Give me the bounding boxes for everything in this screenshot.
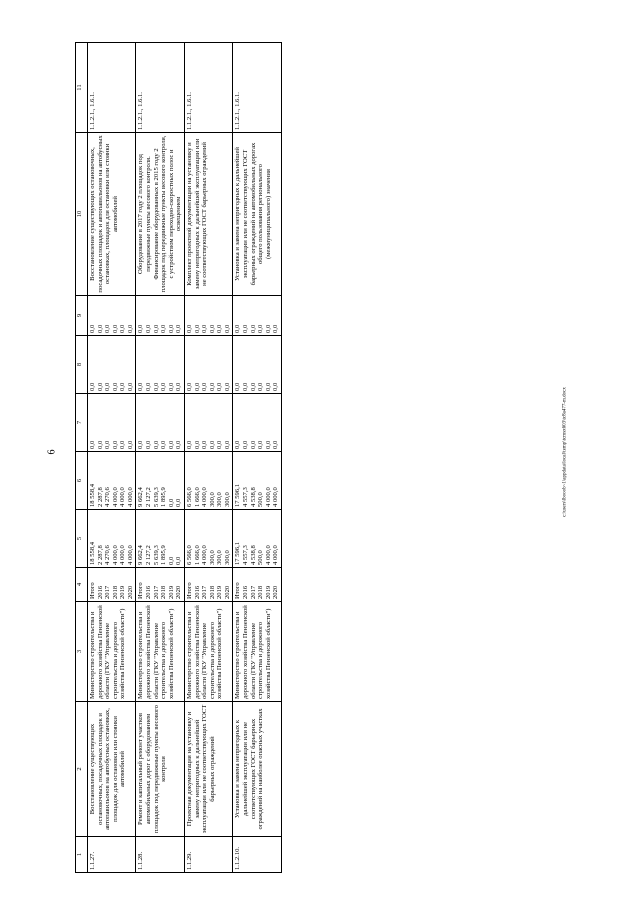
c7-value: 0,0: [111, 440, 119, 449]
c6-value: 4 000,0: [264, 487, 272, 507]
measure-name: Ремонт и капитальный ремонт участков автомобильных дорог с оборудованием площадок под передвижные пункты весового контроля: [136, 702, 184, 837]
program-table: [75, 42, 282, 873]
c6-value: 0,0: [175, 498, 183, 507]
c5-value: 300,0: [223, 550, 231, 565]
c8-value: 0,0: [185, 382, 193, 391]
footer-file-path: c:\users\lbooob~1\appdata\local\temp\tcmsx603\tc8a477-m.docx: [562, 387, 568, 517]
c5-value: 6 566,0: [185, 545, 193, 565]
column-number: 9: [76, 296, 88, 336]
c7-value: 0,0: [272, 440, 280, 449]
c7-value: 0,0: [160, 440, 168, 449]
c7-value: 0,0: [96, 440, 104, 449]
expected-result: Комплект проектной документации на установку и замену непригодных к дальнейшей эксплуатации или не соответствующих ГОСТ барьерных ограждений: [184, 133, 232, 296]
executor: Министерство строительства и дорожного хозяйства Пензенской области (ГКУ "Управление строительства и дорожного хозяйства Пензенской области"): [136, 602, 184, 702]
c5-value: 4 557,3: [241, 545, 249, 565]
years-value: Итого: [234, 582, 242, 599]
c6-value: 300,0: [223, 492, 231, 507]
c9-value: 0,0: [104, 324, 112, 333]
c7-value: 0,0: [223, 440, 231, 449]
c9-value: 0,0: [208, 324, 216, 333]
c7-value: 0,0: [126, 440, 134, 449]
c8-value: 0,0: [145, 382, 153, 391]
c6-value: 9 662,4: [137, 487, 145, 507]
years-value: 2019: [216, 585, 224, 599]
years-value: 2016: [96, 585, 104, 599]
column-number: 6: [76, 452, 88, 510]
c9-value: 0,0: [160, 324, 168, 333]
c8-value: 0,0: [175, 382, 183, 391]
years-value: 2020: [126, 585, 134, 599]
c6-value: 18 558,4: [89, 483, 96, 507]
document-sheet: [75, 43, 555, 873]
c8-value: 0,0: [152, 382, 160, 391]
c5-value: 17 596,1: [234, 541, 242, 565]
c5-value: 2 287,8: [96, 545, 104, 565]
c7-value: 0,0: [185, 440, 193, 449]
c9-value: 0,0: [175, 324, 183, 333]
c6-value: 5 639,3: [152, 487, 160, 507]
c7-value: 0,0: [145, 440, 153, 449]
c6-value: 4 000,0: [111, 487, 119, 507]
executor: Министерство строительства и дорожного хозяйства Пензенской области (ГКУ "Управление строительства и дорожного хозяйства Пензенской области"): [184, 602, 232, 702]
measure-name: Проектная документация на установку и замену непригодных к дальнейшей эксплуатации или не соответствующих ГОСТ барьерных ограждений: [184, 702, 232, 837]
column-number: 4: [76, 568, 88, 602]
column-number: 1: [76, 837, 88, 873]
row-id: 1.1.28.: [136, 837, 184, 873]
years-value: 2020: [272, 585, 280, 599]
value-list-c9: [184, 296, 232, 336]
value-list-c5: [233, 510, 281, 568]
table-row: [233, 43, 281, 873]
c9-value: 0,0: [126, 324, 134, 333]
c8-value: 0,0: [111, 382, 119, 391]
c7-value: 0,0: [104, 440, 112, 449]
c8-value: 0,0: [216, 382, 224, 391]
c6-value: 4 538,8: [249, 487, 257, 507]
table-row: [184, 43, 232, 873]
c7-value: 0,0: [208, 440, 216, 449]
c6-value: 0,0: [167, 498, 175, 507]
c8-value: 0,0: [137, 382, 145, 391]
c7-value: 0,0: [137, 440, 145, 449]
c9-value: 0,0: [264, 324, 272, 333]
c9-value: 0,0: [257, 324, 265, 333]
c5-value: 4 000,0: [272, 545, 280, 565]
c8-value: 0,0: [104, 382, 112, 391]
years-value: 2019: [167, 585, 175, 599]
expected-result: Установка и замена непригодных к дальнейшей эксплуатации или не соответствующих ГОСТ барьерных ограждений на автомобильных дорогах общего пользования регионального (межмуниципального) значения: [233, 133, 281, 296]
row-id: 1.1.27.: [88, 837, 136, 873]
years-value: 2017: [104, 585, 112, 599]
c6-value: 2 127,2: [145, 487, 153, 507]
c7-value: 0,0: [119, 440, 127, 449]
c5-value: 4 000,0: [126, 545, 134, 565]
c7-value: 0,0: [167, 440, 175, 449]
c9-value: 0,0: [241, 324, 249, 333]
value-list-c8: [136, 336, 184, 394]
c9-value: 0,0: [167, 324, 175, 333]
c7-value: 0,0: [89, 440, 96, 449]
c5-value: 4 000,0: [201, 545, 209, 565]
value-list-years: [233, 568, 281, 602]
c5-value: 2 127,2: [145, 545, 153, 565]
c7-value: 0,0: [249, 440, 257, 449]
column-number: 5: [76, 510, 88, 568]
c6-value: 1 895,9: [160, 487, 168, 507]
executor: Министерство строительства и дорожного хозяйства Пензенской области (ГКУ "Управление строительства и дорожного хозяйства Пензенской области"): [233, 602, 281, 702]
years-value: 2018: [111, 585, 119, 599]
c8-value: 0,0: [264, 382, 272, 391]
c9-value: 0,0: [137, 324, 145, 333]
column-number-row: [76, 43, 88, 873]
c5-value: 4 000,0: [119, 545, 127, 565]
c8-value: 0,0: [167, 382, 175, 391]
c5-value: 5 639,3: [152, 545, 160, 565]
table-row: [88, 43, 136, 873]
years-value: Итого: [89, 582, 96, 599]
value-list-c8: [88, 336, 136, 394]
table-row: [136, 43, 184, 873]
value-list-c5: [184, 510, 232, 568]
c5-value: 18 558,4: [89, 541, 96, 565]
c7-value: 0,0: [264, 440, 272, 449]
c9-value: 0,0: [249, 324, 257, 333]
c8-value: 0,0: [257, 382, 265, 391]
c5-value: 4 270,6: [104, 545, 112, 565]
expected-result: Оборудование в 2017 году 2 площадок под передвижные пункты весового контроля. Финансирование оборудованных в 2015 году 2 площадок под передвижные пункты весового контроля, с устройством переходно-скоростных полос и освещением: [136, 133, 184, 296]
value-list-c9: [136, 296, 184, 336]
c6-value: 6 566,0: [185, 487, 193, 507]
years-value: 2017: [249, 585, 257, 599]
value-list-c5: [88, 510, 136, 568]
c5-value: 0,0: [167, 556, 175, 565]
years-value: 2020: [175, 585, 183, 599]
c8-value: 0,0: [96, 382, 104, 391]
years-value: Итого: [185, 582, 193, 599]
value-list-c7: [233, 394, 281, 452]
years-value: Итого: [137, 582, 145, 599]
c6-value: 500,0: [257, 492, 265, 507]
years-value: 2016: [193, 585, 201, 599]
c7-value: 0,0: [201, 440, 209, 449]
c7-value: 0,0: [216, 440, 224, 449]
c6-value: 300,0: [208, 492, 216, 507]
value-list-c6: [136, 452, 184, 510]
value-list-years: [136, 568, 184, 602]
c5-value: 4 538,8: [249, 545, 257, 565]
c9-value: 0,0: [223, 324, 231, 333]
c8-value: 0,0: [89, 382, 96, 391]
c8-value: 0,0: [160, 382, 168, 391]
value-list-c9: [88, 296, 136, 336]
c6-value: 2 287,8: [96, 487, 104, 507]
c5-value: 0,0: [175, 556, 183, 565]
c9-value: 0,0: [216, 324, 224, 333]
c9-value: 0,0: [201, 324, 209, 333]
c7-value: 0,0: [234, 440, 242, 449]
c9-value: 0,0: [152, 324, 160, 333]
c5-value: 300,0: [216, 550, 224, 565]
value-list-years: [184, 568, 232, 602]
c8-value: 0,0: [126, 382, 134, 391]
page-number: 6: [46, 449, 58, 455]
c8-value: 0,0: [249, 382, 257, 391]
executor: Министерство строительства и дорожного хозяйства Пензенской области (ГКУ "Управление строительства и дорожного хозяйства Пензенской области"): [88, 602, 136, 702]
years-value: 2016: [241, 585, 249, 599]
value-list-c8: [233, 336, 281, 394]
c5-value: 300,0: [208, 550, 216, 565]
c8-value: 0,0: [234, 382, 242, 391]
c8-value: 0,0: [119, 382, 127, 391]
column-number: 10: [76, 133, 88, 296]
years-value: 2018: [208, 585, 216, 599]
value-list-c9: [233, 296, 281, 336]
c9-value: 0,0: [193, 324, 201, 333]
c5-value: 4 000,0: [111, 545, 119, 565]
c7-value: 0,0: [241, 440, 249, 449]
row-id: 1.1.2.10.: [233, 837, 281, 873]
years-value: 2017: [152, 585, 160, 599]
c7-value: 0,0: [152, 440, 160, 449]
c9-value: 0,0: [119, 324, 127, 333]
years-value: 2019: [119, 585, 127, 599]
indicators: 1.1.2.1., 1.6.1.: [88, 43, 136, 133]
indicators: 1.1.2.1., 1.6.1.: [184, 43, 232, 133]
column-number: 8: [76, 336, 88, 394]
column-number: 3: [76, 602, 88, 702]
c8-value: 0,0: [272, 382, 280, 391]
value-list-years: [88, 568, 136, 602]
value-list-c6: [233, 452, 281, 510]
c9-value: 0,0: [89, 324, 96, 333]
indicators: 1.1.2.1., 1.6.1.: [136, 43, 184, 133]
value-list-c7: [184, 394, 232, 452]
value-list-c7: [136, 394, 184, 452]
column-number: 11: [76, 43, 88, 133]
expected-result: Восстановление существующих остановочных, посадочных площадок и автопавильонов на автобусных остановках, площадок для остановки или стоянки автомобилей: [88, 133, 136, 296]
c5-value: 4 000,0: [264, 545, 272, 565]
column-number: 7: [76, 394, 88, 452]
years-value: 2020: [223, 585, 231, 599]
value-list-c8: [184, 336, 232, 394]
c8-value: 0,0: [223, 382, 231, 391]
indicators: 1.1.2.1., 1.6.1.: [233, 43, 281, 133]
c6-value: 300,0: [216, 492, 224, 507]
value-list-c7: [88, 394, 136, 452]
c5-value: 1 895,9: [160, 545, 168, 565]
years-value: 2018: [257, 585, 265, 599]
c9-value: 0,0: [234, 324, 242, 333]
c6-value: 17 596,1: [234, 483, 242, 507]
c6-value: 4 000,0: [272, 487, 280, 507]
c6-value: 1 666,0: [193, 487, 201, 507]
row-id: 1.1.29.: [184, 837, 232, 873]
c8-value: 0,0: [193, 382, 201, 391]
c6-value: 4 000,0: [126, 487, 134, 507]
c9-value: 0,0: [145, 324, 153, 333]
c8-value: 0,0: [208, 382, 216, 391]
c5-value: 9 662,4: [137, 545, 145, 565]
years-value: 2018: [160, 585, 168, 599]
c7-value: 0,0: [193, 440, 201, 449]
c5-value: 500,0: [257, 550, 265, 565]
c7-value: 0,0: [257, 440, 265, 449]
c6-value: 4 000,0: [119, 487, 127, 507]
c9-value: 0,0: [185, 324, 193, 333]
c8-value: 0,0: [241, 382, 249, 391]
column-number: 2: [76, 702, 88, 837]
measure-name: Установка и замена непригодных к дальнейшей эксплуатации или не соответствующих ГОСТ барьерных ограждений на наиболее опасных участках: [233, 702, 281, 837]
value-list-c6: [184, 452, 232, 510]
value-list-c5: [136, 510, 184, 568]
c9-value: 0,0: [96, 324, 104, 333]
c7-value: 0,0: [175, 440, 183, 449]
years-value: 2017: [201, 585, 209, 599]
c6-value: 4 000,0: [201, 487, 209, 507]
measure-name: Восстановление существующих остановочных, посадочных площадок и автопавильонов на автобусных остановках, площадок для остановки или стоянки автомобилей: [88, 702, 136, 837]
c5-value: 1 666,0: [193, 545, 201, 565]
years-value: 2019: [264, 585, 272, 599]
value-list-c6: [88, 452, 136, 510]
years-value: 2016: [145, 585, 153, 599]
c6-value: 4 270,6: [104, 487, 112, 507]
c8-value: 0,0: [201, 382, 209, 391]
c9-value: 0,0: [111, 324, 119, 333]
c9-value: 0,0: [272, 324, 280, 333]
c6-value: 4 557,3: [241, 487, 249, 507]
